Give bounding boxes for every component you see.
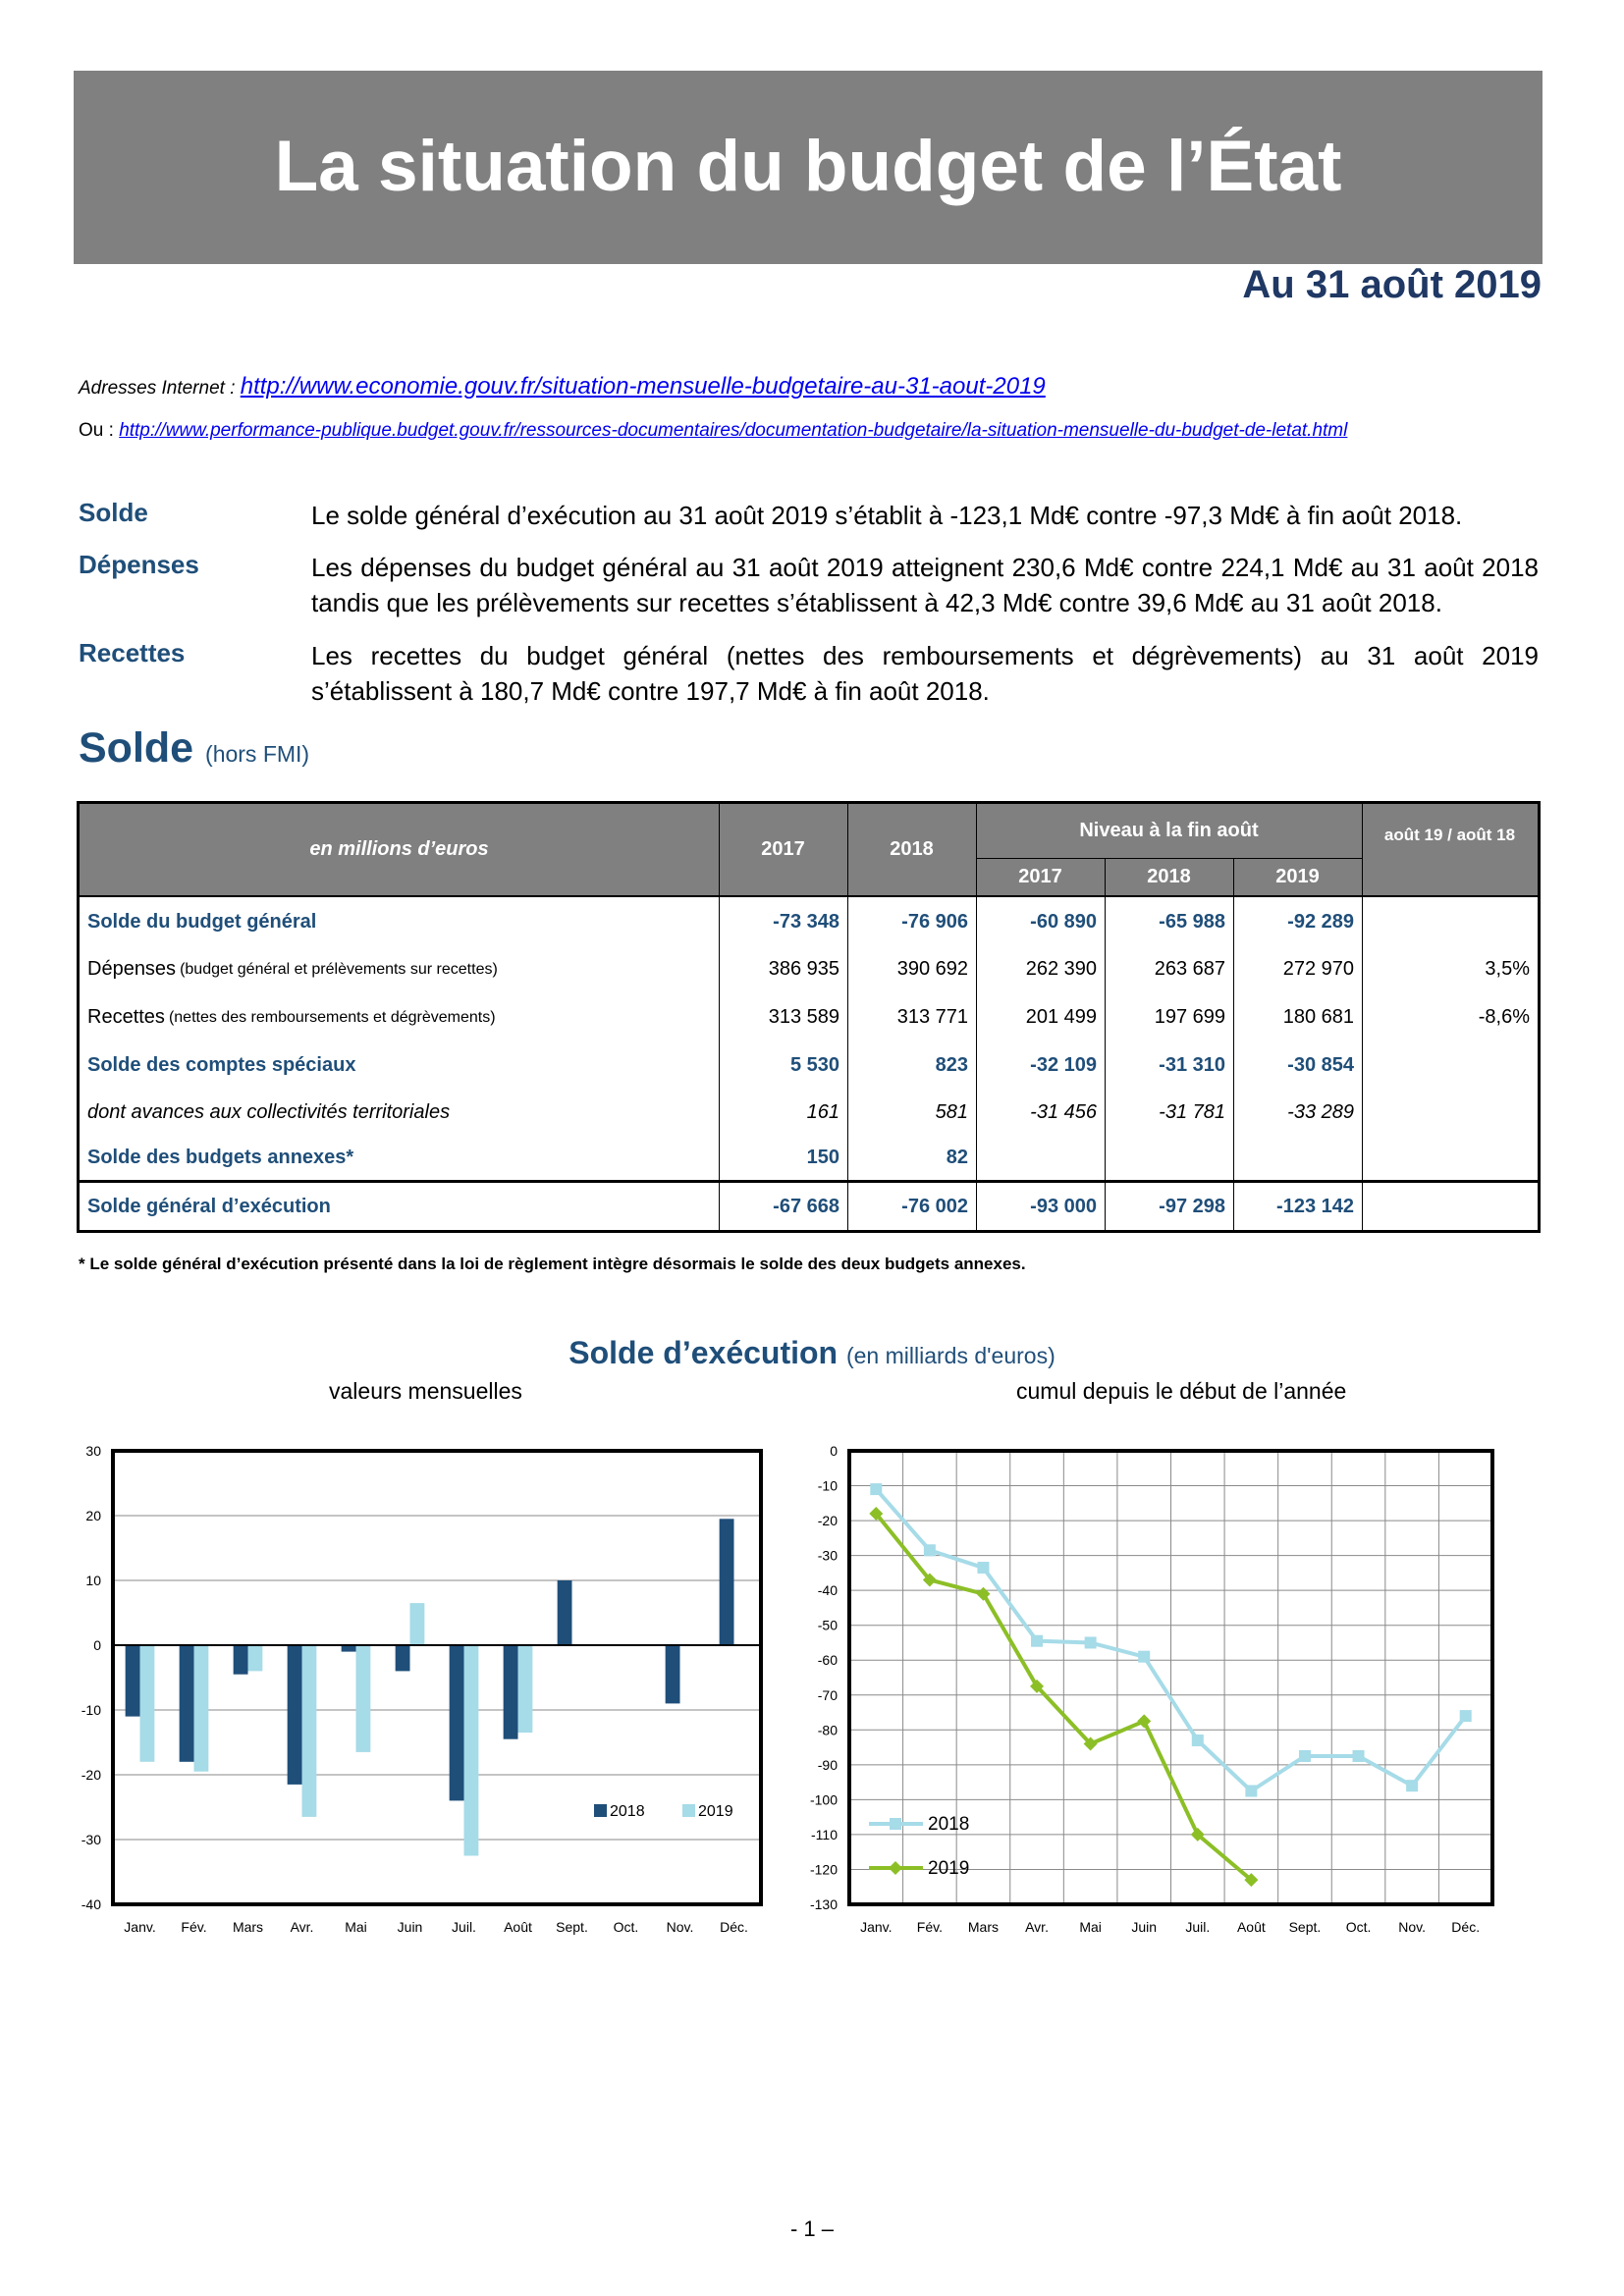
table-row-label-text: Solde du budget général [87,910,317,933]
section-text-solde: Le solde général d’exécution au 31 août 2019 s’établit à -123,1 Md€ contre -97,3 Md€ à fin août 2018. [311,501,1463,530]
x-tick-label: Nov. [666,1919,694,1935]
address-label-2: Ou : [79,420,120,441]
table-divider [1233,858,1234,1230]
y-tick-label: -20 [817,1513,838,1529]
table-footnote: * Le solde général d’exécution présenté dans la loi de règlement intègre désormais le solde des deux budgets annexes. [79,1255,1026,1273]
x-tick-label: Déc. [720,1919,748,1935]
table-cell: 313 771 [896,1006,968,1028]
y-tick-label: -80 [817,1722,838,1738]
table-cell [1362,1183,1538,1230]
table-cell [1362,1089,1538,1136]
table-row-label-text: dont avances aux collectivités territoriales [87,1100,451,1123]
bar-2018 [288,1645,302,1785]
table-cell: -31 456 [1030,1100,1097,1123]
table-cell [1362,1136,1538,1180]
x-tick-label: Sept. [556,1919,588,1935]
table-evol-header: août 19 / août 18 [1362,804,1538,895]
table-col-2018: 2018 [847,804,976,895]
y-tick-label: -30 [81,1832,101,1847]
table-cell [1362,1041,1538,1089]
bar-2018 [720,1519,734,1645]
legend-swatch-2018 [594,1804,607,1817]
section-label-depenses: Dépenses [79,550,199,579]
bar-2019 [194,1645,209,1772]
table-cell: -73 348 [773,910,839,933]
table-cell: -76 002 [901,1195,968,1217]
performance-publique-link[interactable]: http://www.performance-publique.budget.gouv.fr/ressources-documentaires/documentation-budgetaire/la-situation-mensuelle-du-budget-de-letat.html [119,420,1348,441]
table-cell: 823 [935,1053,968,1076]
y-tick-label: -40 [817,1582,838,1599]
y-tick-label: 0 [93,1637,101,1653]
line-chart [795,1433,1502,1944]
page-number: - 1 – [789,2216,835,2241]
table-cell: 150 [806,1147,839,1168]
bar-2018 [504,1645,518,1739]
y-tick-label: -40 [81,1896,101,1912]
table-cell: -97 298 [1159,1195,1225,1217]
title-banner [74,71,1543,264]
x-tick-label: Janv. [124,1919,156,1935]
bar-2018 [180,1645,194,1762]
bar-2019 [302,1645,317,1817]
y-tick-label: -110 [811,1826,838,1842]
legend-label-2019: 2019 [698,1803,733,1820]
bar-2018 [450,1645,464,1800]
bar-2018 [396,1645,410,1671]
x-tick-label: Mars [967,1919,1000,1935]
charts-title [0,1335,1624,1371]
table-cell: 272 970 [1282,958,1354,980]
table-cell: -123 142 [1276,1195,1354,1217]
table-cell: -31 310 [1159,1053,1225,1076]
table-row-label [80,1136,719,1180]
charts-title-unit: (en milliards d'euros) [845,1343,1056,1368]
bar-2019 [464,1645,479,1856]
table-divider [976,804,977,1230]
table-cell: 5 530 [789,1053,839,1076]
table-row-label-text: Dépenses [87,958,177,980]
table-cell: 180 681 [1282,1006,1354,1028]
x-tick-label: Nov. [1398,1919,1426,1935]
table-row-label [80,993,719,1041]
legend-label-2018: 2018 [928,1814,970,1835]
table-divider [719,804,720,1230]
table-cell: 390 692 [896,958,968,980]
table-niveau-2017: 2017 [976,858,1105,895]
bar-2019 [410,1603,425,1645]
y-tick-label: 10 [85,1573,101,1588]
legend-swatch-2019 [682,1804,695,1817]
y-tick-label: -20 [81,1767,101,1783]
x-tick-label: Déc. [1451,1919,1481,1935]
y-tick-label: 0 [830,1443,838,1459]
address-line-1 [79,373,1046,400]
bar-chart-subtitle: valeurs mensuelles [329,1378,522,1404]
solde-table [77,801,1541,1233]
section-label-recettes: Recettes [79,638,186,667]
x-tick-label: Avr. [290,1919,314,1935]
table-cell: -65 988 [1159,910,1225,933]
table-divider [847,804,848,1230]
x-tick-label: Sept. [1288,1919,1322,1935]
x-tick-label: Août [504,1919,532,1935]
point-2018 [1138,1651,1150,1663]
table-cell: 262 390 [1025,958,1097,980]
y-tick-label: -130 [809,1896,838,1912]
table-cell: 197 699 [1154,1006,1225,1028]
table-row-label [80,1041,719,1089]
x-tick-label: Mai [1079,1919,1102,1935]
table-row-label [80,945,719,993]
table-cell [1362,898,1538,945]
x-tick-label: Avr. [1025,1919,1049,1935]
x-tick-label: Juil. [452,1919,476,1935]
point-2018 [1299,1750,1311,1762]
table-row-label-text: Solde des budgets annexes* [87,1147,354,1168]
x-tick-label: Juil. [1185,1919,1211,1935]
table-cell: -92 289 [1287,910,1354,933]
point-2018 [1353,1750,1365,1762]
table-cell [976,1136,1105,1180]
legend-label-2018: 2018 [610,1803,645,1820]
table-row-label [80,898,719,945]
page-title: La situation du budget de l’État [274,127,1342,206]
bar-2019 [356,1645,371,1752]
table-cell: 386 935 [768,958,839,980]
y-tick-label: 30 [85,1443,101,1459]
section-text-recettes: Les recettes du budget général (nettes des remboursements et dégrèvements) au 31 août 2019 s’établissent à 180,7 Md€ contre 197,7 Md€ à fin août 2018. [311,641,1539,706]
x-tick-label: Oct. [613,1919,639,1935]
x-tick-label: Juin [1131,1919,1158,1935]
table-cell [1233,1136,1362,1180]
bar-2018 [126,1645,140,1717]
solde-heading [79,724,309,773]
table-cell: -8,6% [1478,1006,1530,1028]
y-tick-label: -10 [817,1477,838,1494]
point-2018 [1031,1635,1043,1647]
x-tick-label: Oct. [1345,1919,1372,1935]
x-tick-label: Juin [397,1919,423,1935]
point-2018 [1085,1636,1097,1648]
table-niveau-2018: 2018 [1105,858,1233,895]
x-tick-label: Mars [232,1919,264,1935]
table-cell: 82 [946,1147,968,1168]
table-divider [1362,804,1363,1230]
x-tick-label: Août [1236,1919,1266,1935]
table-cell [1105,1136,1233,1180]
table-row-label-note: (nettes des remboursements et dégrèvements) [168,1008,496,1026]
bar-chart [59,1433,766,1944]
y-tick-label: -100 [809,1791,838,1808]
table-row-label-text: Solde général d’exécution [87,1195,331,1217]
y-tick-label: -30 [817,1547,838,1564]
economie-link[interactable]: http://www.economie.gouv.fr/situation-mensuelle-budgetaire-au-31-aout-2019 [240,373,1046,400]
legend-marker-2018 [890,1818,901,1830]
charts-title-text: Solde d’exécution [568,1335,839,1370]
table-cell: -32 109 [1030,1053,1097,1076]
section-label-solde: Solde [79,498,148,527]
y-tick-label: -60 [817,1652,838,1669]
line-chart-subtitle: cumul depuis le début de l’année [1016,1378,1347,1404]
point-2018 [1460,1710,1472,1722]
table-divider [1105,858,1106,1230]
x-tick-label: Fév. [916,1919,943,1935]
point-2018 [1192,1735,1204,1746]
y-tick-label: -10 [81,1702,101,1718]
y-tick-label: -50 [817,1617,838,1633]
table-divider [976,858,1362,859]
address-label-1: Adresses Internet : [79,378,241,399]
table-niveau-2019: 2019 [1233,858,1362,895]
table-divider [80,1180,1538,1183]
address-line-2 [79,420,1347,442]
table-row-label-text: Recettes [87,1006,165,1028]
y-tick-label: -120 [809,1861,838,1878]
bar-2018 [666,1645,680,1703]
bar-2019 [140,1645,155,1762]
bar-2019 [518,1645,533,1733]
table-cell: 263 687 [1154,958,1225,980]
bar-2018 [234,1645,248,1675]
plot-border [113,1451,761,1904]
solde-heading-text: Solde [79,724,194,772]
point-2018 [924,1544,936,1556]
y-tick-label: -90 [817,1756,838,1773]
table-unit-header: en millions d’euros [80,804,719,895]
x-tick-label: Mai [345,1919,367,1935]
table-niveau-header: Niveau à la fin août [976,804,1362,858]
bar-2019 [248,1645,263,1671]
y-tick-label: -70 [817,1686,838,1703]
table-cell: -93 000 [1030,1195,1097,1217]
table-cell: -31 781 [1159,1100,1225,1123]
table-col-2017: 2017 [719,804,847,895]
table-row-label [80,1089,719,1136]
point-2019 [1137,1714,1151,1728]
table-divider [80,895,1538,897]
table-cell: 201 499 [1025,1006,1097,1028]
table-cell: -33 289 [1287,1100,1354,1123]
table-row-label-note: (budget général et prélèvements sur recettes) [180,960,498,978]
table-cell: -76 906 [901,910,968,933]
point-2018 [870,1483,882,1495]
point-2018 [1406,1780,1418,1791]
y-tick-label: 20 [85,1508,101,1523]
bar-2018 [558,1580,572,1645]
legend-marker-2019 [889,1861,902,1875]
x-tick-label: Fév. [181,1919,207,1935]
section-text-depenses: Les dépenses du budget général au 31 août 2019 atteignent 230,6 Md€ contre 224,1 Md€ au 31 août 2018 tandis que les prélèvements sur recettes s’établissent à 42,3 Md€ contre 39,6 Md€ au 31 août 2018. [311,553,1539,617]
table-cell: 3,5% [1485,958,1530,980]
table-row-label-text: Solde des comptes spéciaux [87,1053,356,1076]
table-cell: 313 589 [768,1006,839,1028]
x-tick-label: Janv. [860,1919,893,1935]
point-2018 [977,1562,989,1574]
table-row-label [80,1183,719,1230]
legend-label-2019: 2019 [928,1858,970,1879]
table-cell: 581 [935,1100,968,1123]
table-cell: -67 668 [773,1195,839,1217]
point-2018 [1245,1786,1257,1797]
solde-heading-sub: (hors FMI) [205,741,310,767]
report-date: Au 31 août 2019 [1242,263,1542,306]
table-cell: 161 [806,1100,839,1123]
table-cell: -30 854 [1287,1053,1354,1076]
table-cell: -60 890 [1030,910,1097,933]
